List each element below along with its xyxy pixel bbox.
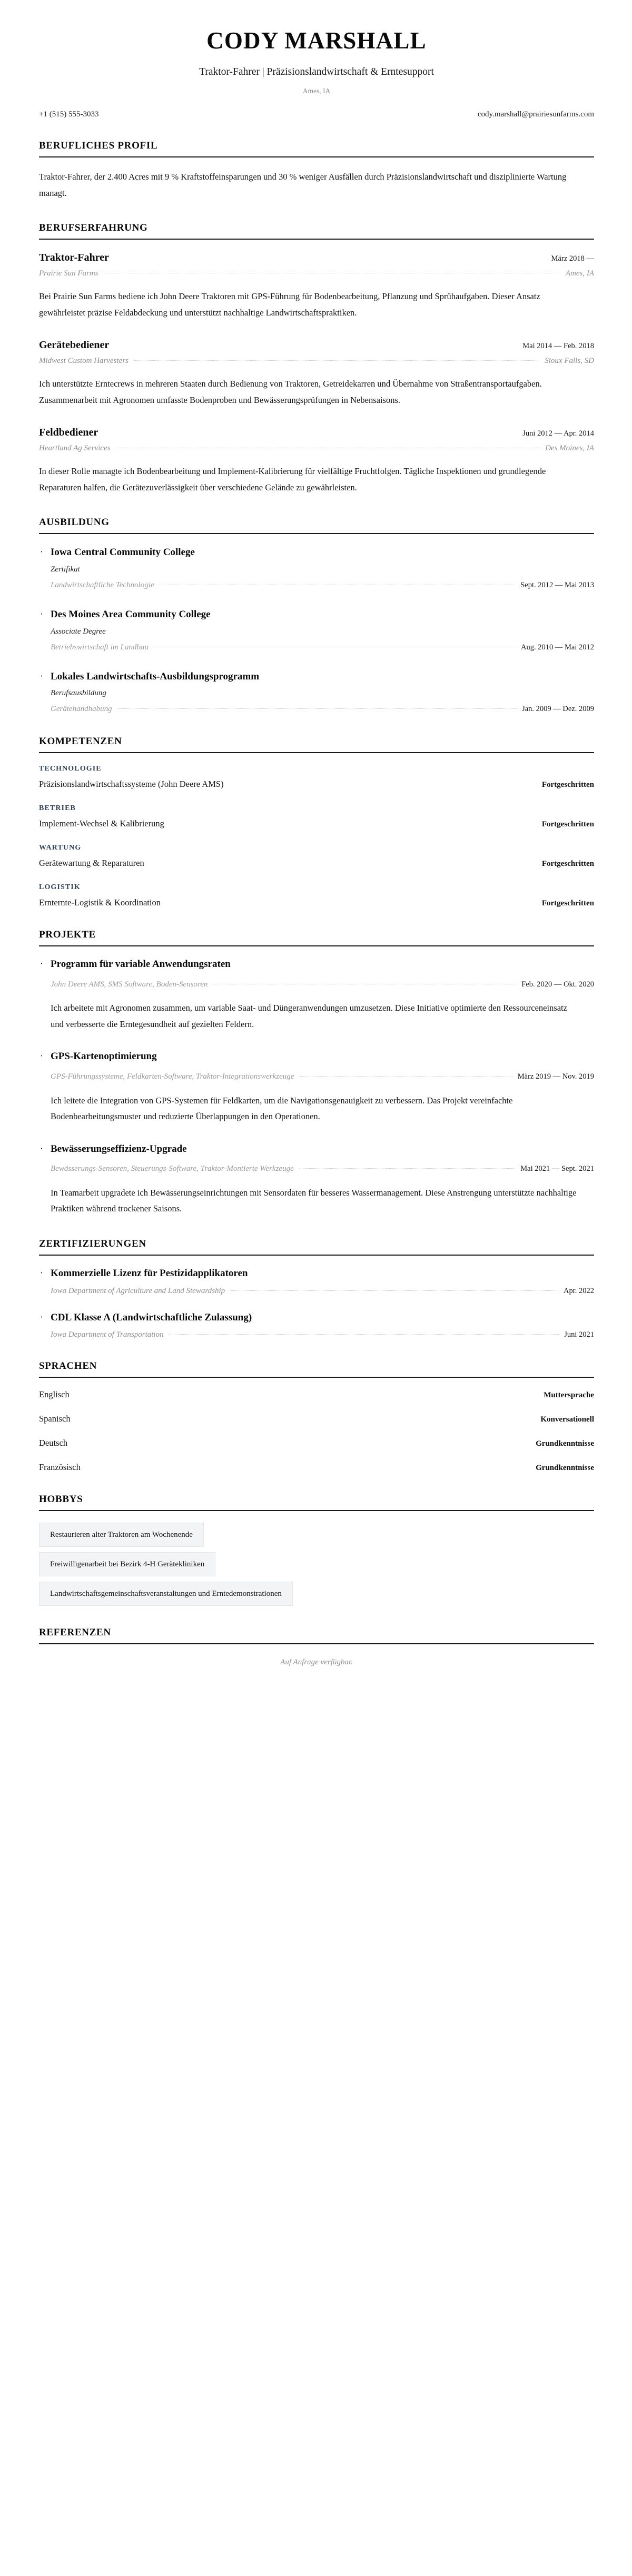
- experience-item: [39, 426, 594, 496]
- experience-subrow: [39, 357, 594, 366]
- section-title-summary: BERUFLICHES PROFIL: [39, 140, 158, 152]
- experience-location: Ames, IA: [565, 269, 594, 278]
- language-name: Spanisch: [39, 1414, 71, 1424]
- section-title-education: AUSBILDUNG: [39, 517, 110, 528]
- dotted-separator: [299, 1168, 516, 1169]
- section-certifications: [39, 1238, 594, 1339]
- certification-name: Kommerzielle Lizenz für Pestizidapplikatoren: [51, 1267, 248, 1279]
- education-date: Jan. 2009 — Dez. 2009: [522, 705, 594, 714]
- project-name: Bewässerungseffizienz-Upgrade: [51, 1143, 187, 1154]
- education-subrow: [51, 704, 594, 715]
- project-date: März 2019 — Nov. 2019: [517, 1072, 594, 1081]
- skill-row: [39, 897, 594, 908]
- section-experience: [39, 222, 594, 496]
- experience-company: Heartland Ag Services: [39, 444, 111, 453]
- experience-subrow: [39, 444, 594, 453]
- section-title-certifications: ZERTIFIZIERUNGEN: [39, 1238, 146, 1249]
- skill-group: [39, 844, 594, 868]
- skill-name: Ernternte-Logistik & Koordination: [39, 897, 161, 908]
- experience-company: Prairie Sun Farms: [39, 269, 98, 278]
- certification-subrow: [51, 1287, 594, 1296]
- skill-row: [39, 858, 594, 868]
- experience-description: Ich unterstützte Erntecrews in mehreren Staaten durch Bedienung von Traktoren, Getreidekarren und Übernahme von Straßentransportaufgaben. Zusammenarbeit mit Agronomen umfasste Bodenproben und Bewässerungsprüfungen in Nebensaisons.: [39, 379, 542, 405]
- education-date: Sept. 2012 — Mai 2013: [520, 580, 594, 589]
- dotted-separator: [134, 360, 539, 361]
- experience-location: Des Moines, IA: [545, 444, 594, 453]
- project-subrow: [51, 1070, 594, 1084]
- skill-category: TECHNOLOGIE: [39, 765, 102, 773]
- project-date: Feb. 2020 — Okt. 2020: [521, 980, 594, 989]
- section-title-experience: BERUFSERFAHRUNG: [39, 222, 148, 234]
- hobbies-body: [39, 1511, 594, 1606]
- bullet-icon: ·: [40, 1311, 43, 1322]
- language-row: [39, 1414, 594, 1424]
- resume-header: [39, 27, 594, 119]
- candidate-headline: Traktor-Fahrer | Präzisionslandwirtschaft & Erntesupport: [199, 66, 434, 77]
- skill-level: Fortgeschritten: [541, 899, 594, 908]
- language-level: Grundkenntnisse: [536, 1439, 594, 1448]
- bullet-icon: ·: [40, 1051, 43, 1061]
- language-name: Englisch: [39, 1389, 70, 1400]
- project-item: [39, 958, 594, 1032]
- section-hobbies: [39, 1494, 594, 1606]
- education-item: [39, 608, 594, 653]
- project-item: [39, 1143, 594, 1217]
- hobby-list: [39, 1523, 594, 1606]
- project-tech: Bewässerungs-Sensoren, Steuerungs-Software, Traktor-Montierte Werkzeuge: [51, 1164, 294, 1173]
- education-subrow: [51, 642, 594, 653]
- certification-issuer: Iowa Department of Transportation: [51, 1330, 164, 1339]
- education-item: [39, 546, 594, 591]
- experience-location: Sioux Falls, SD: [545, 357, 594, 366]
- project-name: GPS-Kartenoptimierung: [51, 1051, 157, 1062]
- education-body: [39, 534, 594, 715]
- skill-category: WARTUNG: [39, 844, 82, 852]
- bullet-icon: ·: [40, 670, 43, 681]
- education-school: Des Moines Area Community College: [51, 608, 211, 620]
- experience-date: Mai 2014 — Feb. 2018: [522, 342, 594, 351]
- experience-body: [39, 240, 594, 496]
- experience-role: Traktor-Fahrer: [39, 252, 109, 264]
- project-description: Ich arbeitete mit Agronomen zusammen, um variable Saat- und Düngeranwendungen umzusetzen. Diese Initiative optimierte den Ressourceneinsatz und verbesserte die Erntegesundheit auf gezielten Feldern.: [51, 1003, 567, 1029]
- projects-body: [39, 946, 594, 1217]
- section-education: [39, 517, 594, 715]
- skill-name: Implement-Wechsel & Kalibrierung: [39, 818, 164, 829]
- experience-item-top: [39, 339, 594, 352]
- contact-row: [39, 110, 594, 119]
- skill-group: [39, 765, 594, 789]
- section-title-languages: SPRACHEN: [39, 1360, 97, 1372]
- language-level: Konversationell: [540, 1415, 594, 1424]
- education-field: Landwirtschaftliche Technologie: [51, 580, 154, 589]
- experience-role: Gerätebediener: [39, 339, 110, 351]
- language-name: Deutsch: [39, 1438, 68, 1448]
- dotted-separator: [117, 708, 517, 709]
- skill-category: BETRIEB: [39, 804, 76, 813]
- project-date: Mai 2021 — Sept. 2021: [520, 1164, 594, 1173]
- skill-level: Fortgeschritten: [541, 820, 594, 829]
- section-languages: [39, 1360, 594, 1473]
- education-item: [39, 670, 594, 715]
- education-field: Betriebswirtschaft im Landbau: [51, 643, 149, 652]
- experience-item-top: [39, 251, 594, 264]
- skill-name: Gerätewartung & Reparaturen: [39, 858, 144, 868]
- skill-row: [39, 818, 594, 829]
- bullet-icon: ·: [40, 1143, 43, 1153]
- language-level: Muttersprache: [544, 1391, 594, 1400]
- experience-company: Midwest Custom Harvesters: [39, 357, 129, 366]
- languages-body: [39, 1378, 594, 1473]
- education-school: Iowa Central Community College: [51, 547, 195, 558]
- experience-item: [39, 251, 594, 321]
- experience-item: [39, 339, 594, 408]
- certification-item: [39, 1267, 594, 1296]
- hobby-chip: Freiwilligenarbeit bei Bezirk 4-H Gerätekliniken: [39, 1552, 215, 1576]
- project-item: [39, 1050, 594, 1124]
- candidate-name: CODY MARSHALL: [206, 27, 427, 54]
- certification-issuer: Iowa Department of Agriculture and Land Stewardship: [51, 1286, 225, 1295]
- section-title-skills: KOMPETENZEN: [39, 736, 122, 747]
- experience-item-top: [39, 426, 594, 439]
- certification-date: Juni 2021: [564, 1330, 594, 1339]
- certification-item: [39, 1311, 594, 1340]
- language-level: Grundkenntnisse: [536, 1464, 594, 1473]
- section-summary: [39, 140, 594, 201]
- hobby-chip: Landwirtschaftsgemeinschaftsveranstaltungen und Erntedemonstrationen: [39, 1582, 293, 1606]
- certification-name: CDL Klasse A (Landwirtschaftliche Zulassung): [51, 1311, 252, 1323]
- language-row: [39, 1462, 594, 1473]
- certification-date: Apr. 2022: [564, 1286, 594, 1295]
- contact-phone[interactable]: +1 (515) 555-3033: [39, 110, 99, 119]
- section-title-references: REFERENZEN: [39, 1627, 111, 1639]
- skill-group: [39, 804, 594, 829]
- dotted-separator: [169, 1334, 559, 1335]
- experience-description: Bei Prairie Sun Farms bediene ich John Deere Traktoren mit GPS-Führung für Bodenbearbeitung, Pflanzung und Sprühaufgaben. Dieser Ansatz gewährleistet präzise Feldabdeckung und unterstützt nachhaltige Landwirtschaftspraktiken.: [39, 291, 540, 318]
- section-title-hobbies: HOBBYS: [39, 1494, 83, 1505]
- section-references: [39, 1627, 594, 1667]
- experience-date: Juni 2012 — Apr. 2014: [522, 429, 594, 438]
- education-degree: Berufsausbildung: [51, 689, 106, 698]
- project-tech: John Deere AMS, SMS Software, Boden-Sensoren: [51, 980, 208, 989]
- bullet-icon: ·: [40, 959, 43, 969]
- education-school: Lokales Landwirtschafts-Ausbildungsprogramm: [51, 670, 260, 682]
- section-title-projects: PROJEKTE: [39, 929, 96, 941]
- skill-group: [39, 883, 594, 908]
- project-tech: GPS-Führungssysteme, Feldkarten-Software, Traktor-Integrationswerkzeuge: [51, 1072, 294, 1081]
- contact-email[interactable]: cody.marshall@prairiesunfarms.com: [477, 110, 594, 119]
- candidate-location: Ames, IA: [302, 87, 331, 95]
- project-description: In Teamarbeit upgradete ich Bewässerungseinrichtungen mit Sensordaten für besseres Wassermanagement. Diese Anstrengung unterstützte nachhaltige Praktiken während trockener Saisons.: [51, 1187, 577, 1214]
- education-subrow: [51, 580, 594, 591]
- skill-level: Fortgeschritten: [541, 781, 594, 789]
- dotted-separator: [230, 1290, 558, 1291]
- language-row: [39, 1389, 594, 1400]
- education-degree: Zertifikat: [51, 565, 80, 574]
- certification-subrow: [51, 1330, 594, 1339]
- summary-text: Traktor-Fahrer, der 2.400 Acres mit 9 % Kraftstoffeinsparungen und 30 % weniger Ausfällen durch Präzisionslandwirtschaft und disziplinierte Wartung managt.: [39, 172, 567, 198]
- skill-level: Fortgeschritten: [541, 860, 594, 868]
- summary-body: [39, 157, 594, 201]
- project-subrow: [51, 978, 594, 992]
- certifications-body: [39, 1256, 594, 1339]
- project-description: Ich leitete die Integration von GPS-Systemen für Feldkarten, um die Navigationsgenauigkeit zu verbessern. Das Projekt vereinfachte Bodenbearbeitungsmuster und reduzierte Überlappungen in den Operationen.: [51, 1095, 513, 1122]
- skill-row: [39, 779, 594, 789]
- education-degree: Associate Degree: [51, 627, 106, 636]
- bullet-icon: ·: [40, 547, 43, 557]
- bullet-icon: ·: [40, 1267, 43, 1278]
- experience-subrow: [39, 269, 594, 278]
- section-skills: [39, 736, 594, 908]
- experience-role: Feldbediener: [39, 427, 98, 439]
- bullet-icon: ·: [40, 608, 43, 619]
- language-name: Französisch: [39, 1462, 81, 1473]
- project-subrow: [51, 1162, 594, 1176]
- references-text: Auf Anfrage verfügbar.: [280, 1658, 353, 1667]
- experience-description: In dieser Rolle managte ich Bodenbearbeitung und Implement-Kalibrierung für vielfältige Fruchtfolgen. Tägliche Inspektionen und grundlegende Reparaturen halfen, die Gerätezuverlässigkeit über verschiedene Gelände zu gewährleisten.: [39, 466, 546, 492]
- skill-name: Präzisionslandwirtschaftssysteme (John Deere AMS): [39, 779, 224, 789]
- hobby-chip: Restaurieren alter Traktoren am Wochenende: [39, 1523, 204, 1547]
- language-row: [39, 1438, 594, 1448]
- project-name: Programm für variable Anwendungsraten: [51, 959, 231, 970]
- experience-date: März 2018 —: [551, 254, 594, 263]
- skills-body: [39, 753, 594, 908]
- dotted-separator: [299, 1076, 512, 1077]
- skill-category: LOGISTIK: [39, 883, 81, 892]
- education-field: Gerätehandhabung: [51, 705, 112, 714]
- section-projects: [39, 929, 594, 1217]
- education-date: Aug. 2010 — Mai 2012: [521, 643, 594, 652]
